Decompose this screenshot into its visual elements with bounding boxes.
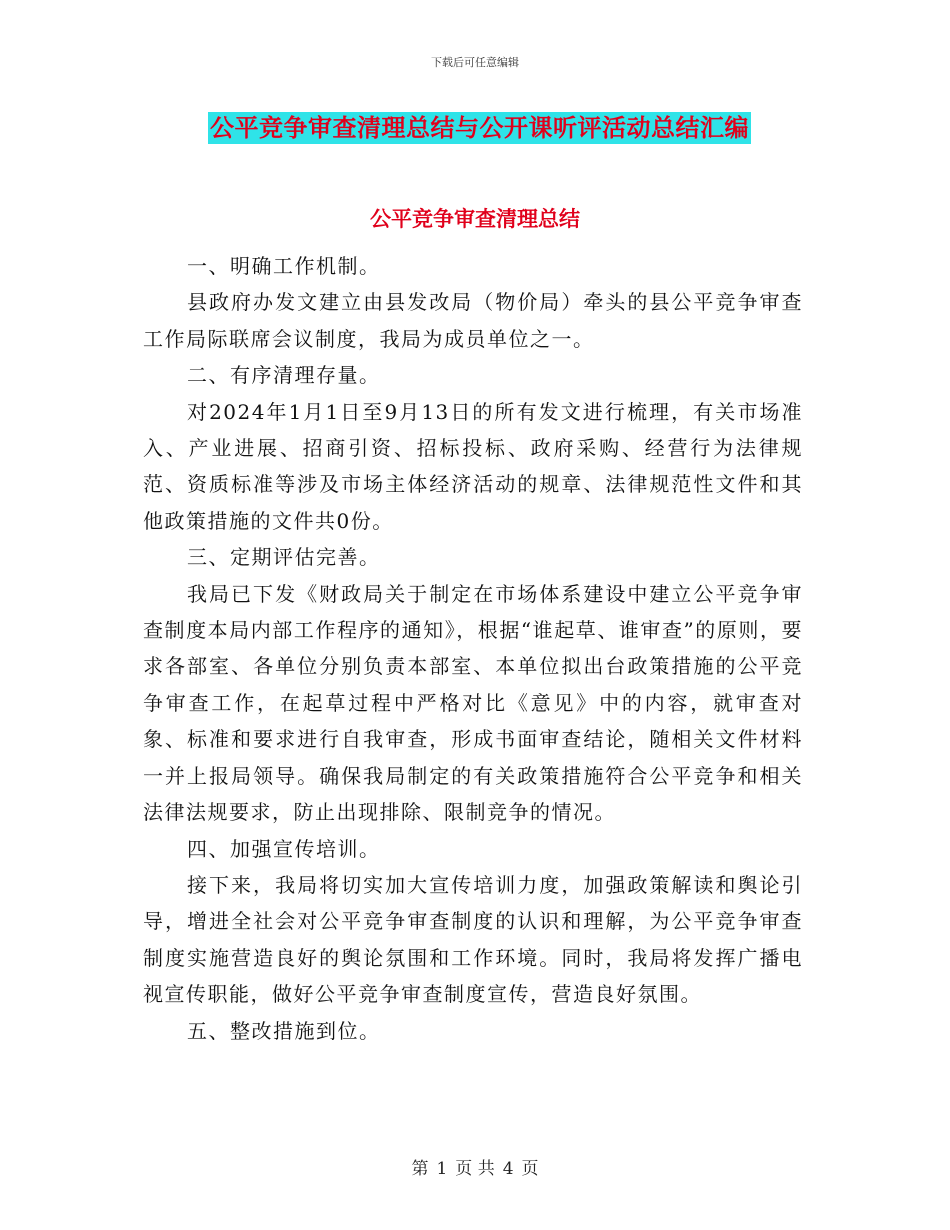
heading-1: 一、明确工作机制。 [187,254,381,278]
heading-3: 三、定期评估完善。 [187,545,381,570]
footer-prefix: 第 [411,1159,429,1179]
current-page-number: 1 [436,1159,448,1179]
paragraph: 对2024年1月1日至9月13日的所有发文进行梳理，有关市场准入、产业进展、招商引资、招标投标、政府采购、经营行为法律规范、资质标准等涉及市场主体经济活动的规章、法律规范性文件和其他政策措施的文件共0份。 [143,399,803,533]
header-note: 下载后可任意编辑 [431,56,519,69]
main-title-container [208,112,790,144]
section-title: 公平竞争审查清理总结 [370,207,580,231]
paragraph: 接下来，我局将切实加大宣传培训力度，加强政策解读和舆论引导，增进全社会对公平竞争审查制度的认识和理解，为公平竞争审查制度实施营造良好的舆论氛围和工作环境。同时，我局将发挥广播电视宣传职能，做好公平竞争审查制度宣传，营造良好氛围。 [143,872,803,1007]
footer-suffix: 页 [521,1159,539,1179]
body-text [143,248,803,1049]
heading-2: 二、有序清理存量。 [187,363,381,388]
heading-4: 四、加强宣传培训。 [187,836,381,861]
main-title: 公平竞争审查清理总结与公开课听评活动总结汇编 [210,114,749,142]
total-page-number: 4 [502,1159,514,1179]
paragraph: 我局已下发《财政局关于制定在市场体系建设中建立公平竞争审查制度本局内部工作程序的通知》，根据“谁起草、谁审查”的原则，要求各部室、各单位分别负责本部室、本单位拟出台政策措施的公平竞争审查工作，在起草过程中严格对比《意见》中的内容，就审查对象、标准和要求进行自我审查，形成书面审查结论，随相关文件材料一并上报局领导。确保我局制定的有关政策措施符合公平竞争和相关法律法规要求，防止出现排除、限制竞争的情况。 [143,581,803,825]
paragraph: 县政府办发文建立由县发改局（物价局）牵头的县公平竞争审查工作局际联席会议制度，我局为成员单位之一。 [143,290,803,351]
page-footer [0,1154,950,1179]
footer-middle: 页 共 [455,1159,495,1179]
heading-5: 五、整改措施到位。 [187,1018,381,1043]
